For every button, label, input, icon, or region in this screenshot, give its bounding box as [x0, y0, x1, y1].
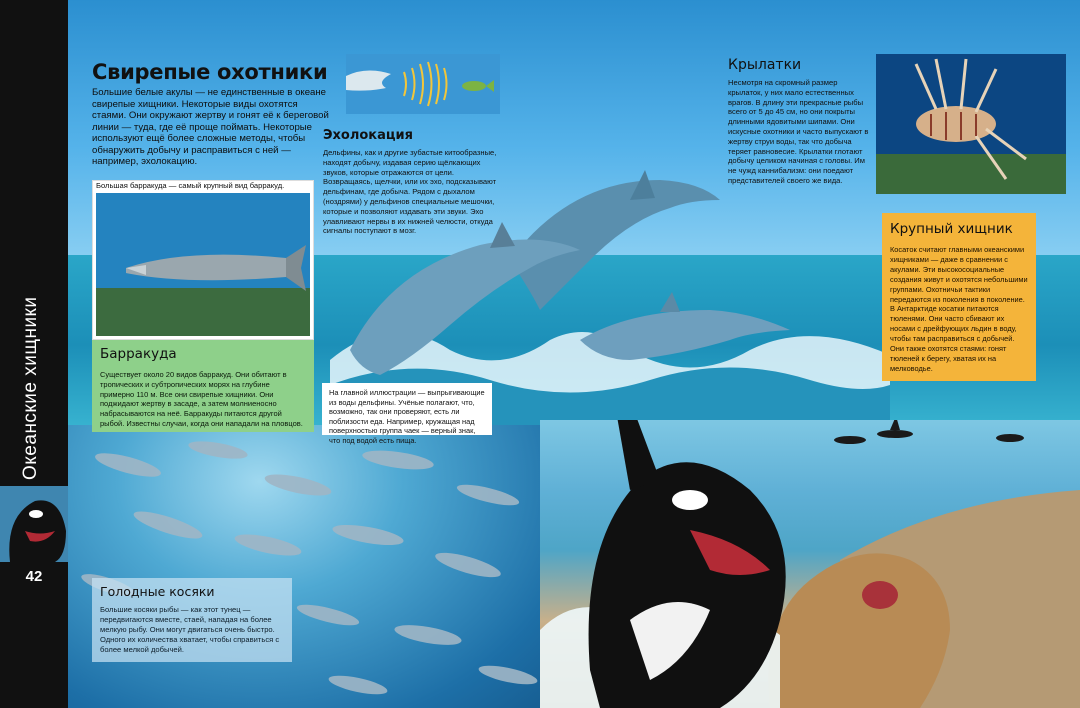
orca-scene: [540, 420, 1080, 708]
barracuda-text: Существует около 20 видов барракуд. Они обитают в тропических и субтропических морях на глубине примерно 110 м. Все они свирепые хищники. Они поджидают жертву в засаде, а затем молниеносно набрасываются на неё. Барракуды питаются другой рыбой. Известны случаи, когда они нападали на пловцов.: [100, 370, 303, 428]
school-title: Голодные косяки: [100, 584, 215, 599]
school-info-box: [92, 578, 292, 662]
intro-text: Большие белые акулы — не единственные в океане свирепые хищники. Некоторые виды охотятся стаями. Они окружают жертву и гонят её к береговой линии — туда, где её проще поймать. Некоторые используют ещё более сложные методы, чтобы обнаружить добычу и расправиться с ней — например, эхолокацию.: [92, 87, 329, 167]
page-number: 42: [25, 568, 43, 585]
barracuda-photo: [96, 193, 310, 336]
orca-fin: [600, 420, 660, 490]
orca-title: Крупный хищник: [890, 221, 1013, 237]
tuna-school-photo: [68, 425, 546, 708]
barracuda-title: Барракуда: [100, 346, 177, 362]
sea-lion-mouth: [862, 581, 898, 609]
echolocation-title: Эхолокация: [323, 128, 413, 143]
orca-info-box: [882, 213, 1036, 381]
dolphin-right-fin: [660, 292, 680, 312]
illustration-note: На главной иллюстрации — выпрыгивающие из воды дельфины. Учёные полагают, что, возможно, так они проверяют, есть ли поблизости еда. Например, кружащая над поверхностью группа чаек — верный знак, что под водой есть пища.: [322, 383, 492, 435]
echolocation-diagram: [346, 54, 500, 114]
school-text: Большие косяки рыбы — как этот тунец — передвигаются вместе, стаей, нападая на более мелкую рыбу. Они могут двигаться очень быстро. Одного их количества хватает, чтобы справиться с более мелкой добычей.: [100, 605, 280, 654]
barracuda-info-box: [92, 340, 314, 432]
tuna-school-illustration: [68, 425, 546, 708]
lionfish-title: Крылатки: [728, 57, 802, 73]
orca-scene-illustration: [540, 420, 1080, 708]
lionfish-text: Несмотря на скромный размер крылаток, у них мало естественных врагов. В длину эти прекрасные рыбы всего от 5 до 45 см, но они покрыты длинными ядовитыми шипами. Они искусные охотники и часто выпускают в жертву струи воды, так что добыча теряет равновесие. Крылатки глотают добычу целиком начиная с головы. Им не чужд каннибализм: они поедают представителей своего же вида.: [728, 78, 869, 185]
orca-text: Косаток считают главными океанскими хищниками — даже в сравнении с акулами. Эти высокосоциальные создания живут и охотятся небольшими группами. Охотничьи тактики передаются из поколения в поколение. В Антарктиде косатки питаются тюленями. Они часто сбивают их носами с дрейфующих льдин в воду, чтобы там расправиться с добычей. Они также охотятся стаями: гонят тюленей к берегу, хватая их на мелководье.: [890, 245, 1028, 373]
orca-eyepatch: [672, 490, 708, 510]
intro-title: Свирепые охотники: [92, 60, 328, 84]
lionfish-photo: [876, 54, 1066, 194]
section-title: Океанские хищники: [20, 296, 41, 480]
orca-thumb-icon: [0, 486, 68, 562]
sea-lion: [768, 553, 950, 708]
echolocation-text: Дельфины, как и другие зубастые китообразные, находят добычу, издавая серию щёлкающих звуков, которые отражаются от цели. Возвращаясь, щелчки, или их эхо, подсказывают дельфинам, где добыча. Рядом с дыхалом (ноздрями) у дельфинов специальные мешочки, которые и позволяют издавать эти звуки. Эхо улавливают нервы в их нижней челюсти, откуда сигналы поступают в мозг.: [323, 148, 497, 236]
barracuda-caption: Большая барракуда — самый крупный вид барракуд.: [96, 181, 285, 190]
